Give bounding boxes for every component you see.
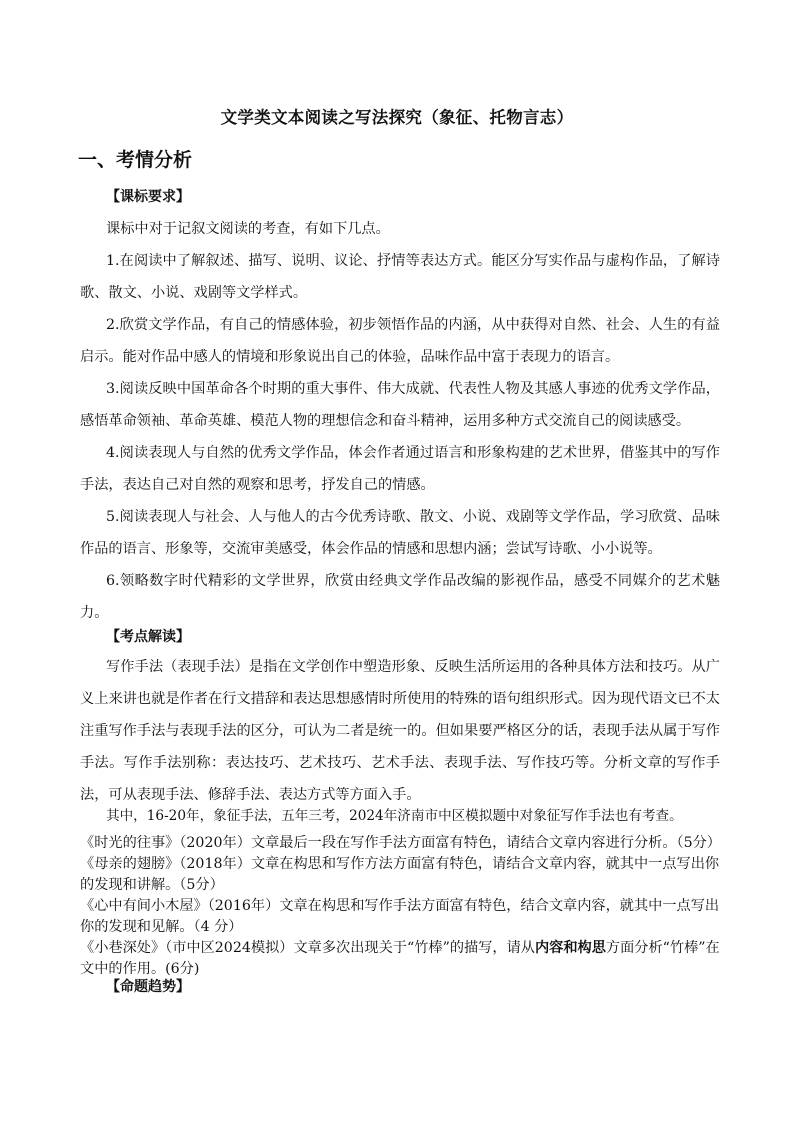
- section-heading: 一、考情分析: [78, 149, 193, 171]
- question-4-part-b: 方面分析“竹棒”在文中的作用。(6分): [80, 940, 720, 977]
- tag-interpretation: 【考点解读】: [106, 629, 190, 645]
- document-title: 文学类文本阅读之写法探究（象征、托物言志）: [220, 108, 574, 127]
- question-4-part-a: 《小巷深处》（市中区2024模拟）文章多次出现关于“竹棒”的描写，请从: [80, 940, 535, 956]
- question-4-bold: 内容和构思: [534, 940, 606, 956]
- requirement-1: 1.在阅读中了解叙述、描写、说明、议论、抒情等表达方式。能区分写实作品与虚构作品，了解诗歌、散文、小说、戏剧等文学样式。: [80, 253, 720, 301]
- question-2: 《母亲的翅膀》（2018年）文章在构思和写作方法方面富有特色，请结合文章内容，就其中一点写出你的发现和讲解。（5分）: [80, 856, 720, 893]
- requirement-5: 5.阅读表现人与社会、人与他人的古今优秀诗歌、散文、小说、戏剧等文学作品，学习欣赏、品味作品的语言、形象等，交流审美感受，体会作品的情感和思想内涵；尝试写诗歌、小小说等。: [80, 509, 720, 557]
- tag-trend: 【命题趋势】: [106, 979, 190, 995]
- stats-text: 其中，16-20年，象征手法，五年三考，2024年济南市中区模拟题中对象征写作手法也有考查。: [106, 808, 683, 824]
- question-4: [80, 938, 726, 980]
- question-3: 《心中有间小木屋》（2016年）文章在构思和写作手法方面富有特色，结合文章内容，就其中一点写出你的发现和见解。（4 分）: [80, 898, 720, 935]
- requirement-2: 2.欣赏文学作品，有自己的情感体验，初步领悟作品的内涵，从中获得对自然、社会、人生的有益启示。能对作品中感人的情境和形象说出自己的体验，品味作品中富于表现力的语言。: [80, 317, 720, 365]
- requirement-3: 3.阅读反映中国革命各个时期的重大事件、伟大成就、代表性人物及其感人事迹的优秀文学作品，感悟革命领袖、革命英雄、模范人物的理想信念和奋斗精神，运用多种方式交流自己的阅读感受。: [80, 381, 720, 429]
- requirement-4: 4.阅读表现人与自然的优秀文学作品，体会作者通过语言和形象构建的艺术世界，借鉴其中的写作手法，表达自己对自然的观察和思考，抒发自己的情感。: [80, 445, 720, 493]
- intro-text: 课标中对于记叙文阅读的考查，有如下几点。: [106, 221, 390, 237]
- question-1: 《时光的往事》（2020年）文章最后一段在写作手法方面富有特色，请结合文章内容进行分析。（5分）: [80, 835, 721, 851]
- tag-requirements: 【课标要求】: [106, 189, 190, 205]
- requirement-6: 6.领略数字时代精彩的文学世界，欣赏由经典文学作品改编的影视作品，感受不同媒介的艺术魅力。: [80, 573, 720, 621]
- interpretation-text: 写作手法（表现手法）是指在文学创作中塑造形象、反映生活所运用的各种具体方法和技巧。从广义上来讲也就是作者在行文措辞和表达思想感情时所使用的特殊的语句组织形式。因为现代语文已不太注重写作手法与表现手法的区分，可认为二者是统一的。但如果要严格区分的话，表现手法从属于写作手法。写作手法别称：表达技巧、艺术技巧、艺术手法、表现手法、写作技巧等。分析文章的写作手法，可从表现手法、修辞手法、表达方式等方面入手。: [80, 659, 720, 803]
